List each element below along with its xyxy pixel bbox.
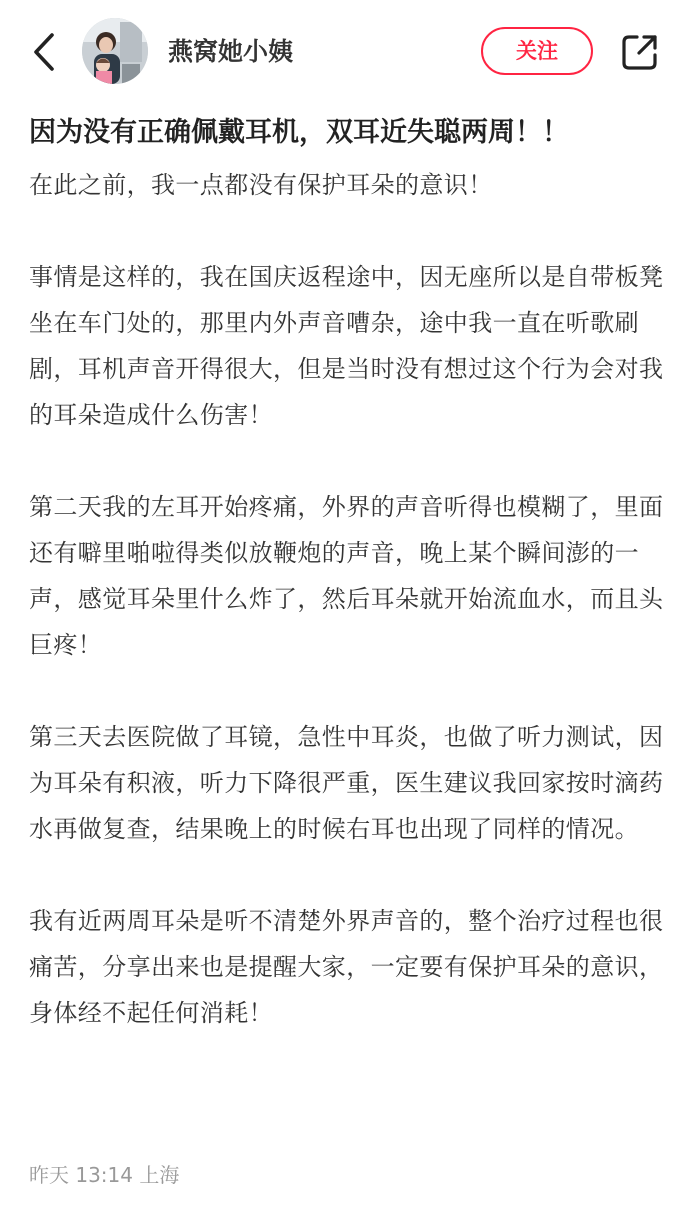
paragraph-spacer	[29, 668, 674, 714]
note-title: 因为没有正确佩戴耳机，双耳近失聪两周！！	[29, 117, 569, 148]
follow-button[interactable]: 关注	[481, 27, 593, 75]
avatar-photo	[82, 18, 148, 84]
note-paragraph: 事情是这样的，我在国庆返程途中，因无座所以是自带板凳坐在车门处的，那里内外声音嘈杂，途中我一直在听歌刷剧，耳机声音开得很大，但是当时没有想过这个行为会对我的耳朵造成什么伤害！	[29, 263, 664, 429]
post-meta: 昨天 13:14 上海	[29, 1163, 180, 1187]
note-content	[29, 110, 674, 1036]
paragraph-spacer	[29, 438, 674, 484]
author-avatar[interactable]	[82, 18, 148, 84]
note-paragraph: 第二天我的左耳开始疼痛，外界的声音听得也模糊了，里面还有噼里啪啦得类似放鞭炮的声音，晚上某个瞬间澎的一声，感觉耳朵里什么炸了，然后耳朵就开始流血水，而且头巨疼！	[29, 493, 664, 659]
back-button[interactable]	[26, 30, 62, 74]
share-icon	[620, 32, 660, 72]
note-paragraph: 我有近两周耳朵是听不清楚外界声音的，整个治疗过程也很痛苦，分享出来也是提醒大家，一定要有保护耳朵的意识，身体经不起任何消耗！	[29, 907, 664, 1027]
share-button[interactable]	[620, 32, 660, 72]
note-header	[0, 0, 690, 104]
paragraph-spacer	[29, 208, 674, 254]
chevron-left-icon	[31, 32, 57, 72]
note-intro: 在此之前，我一点都没有保护耳朵的意识！	[29, 171, 493, 199]
note-paragraph: 第三天去医院做了耳镜，急性中耳炎，也做了听力测试，因为耳朵有积液，听力下降很严重，医生建议我回家按时滴药水再做复查，结果晚上的时候右耳也出现了同样的情况。	[29, 723, 664, 843]
paragraph-spacer	[29, 852, 674, 898]
author-name[interactable]: 燕窝她小姨	[168, 37, 294, 66]
